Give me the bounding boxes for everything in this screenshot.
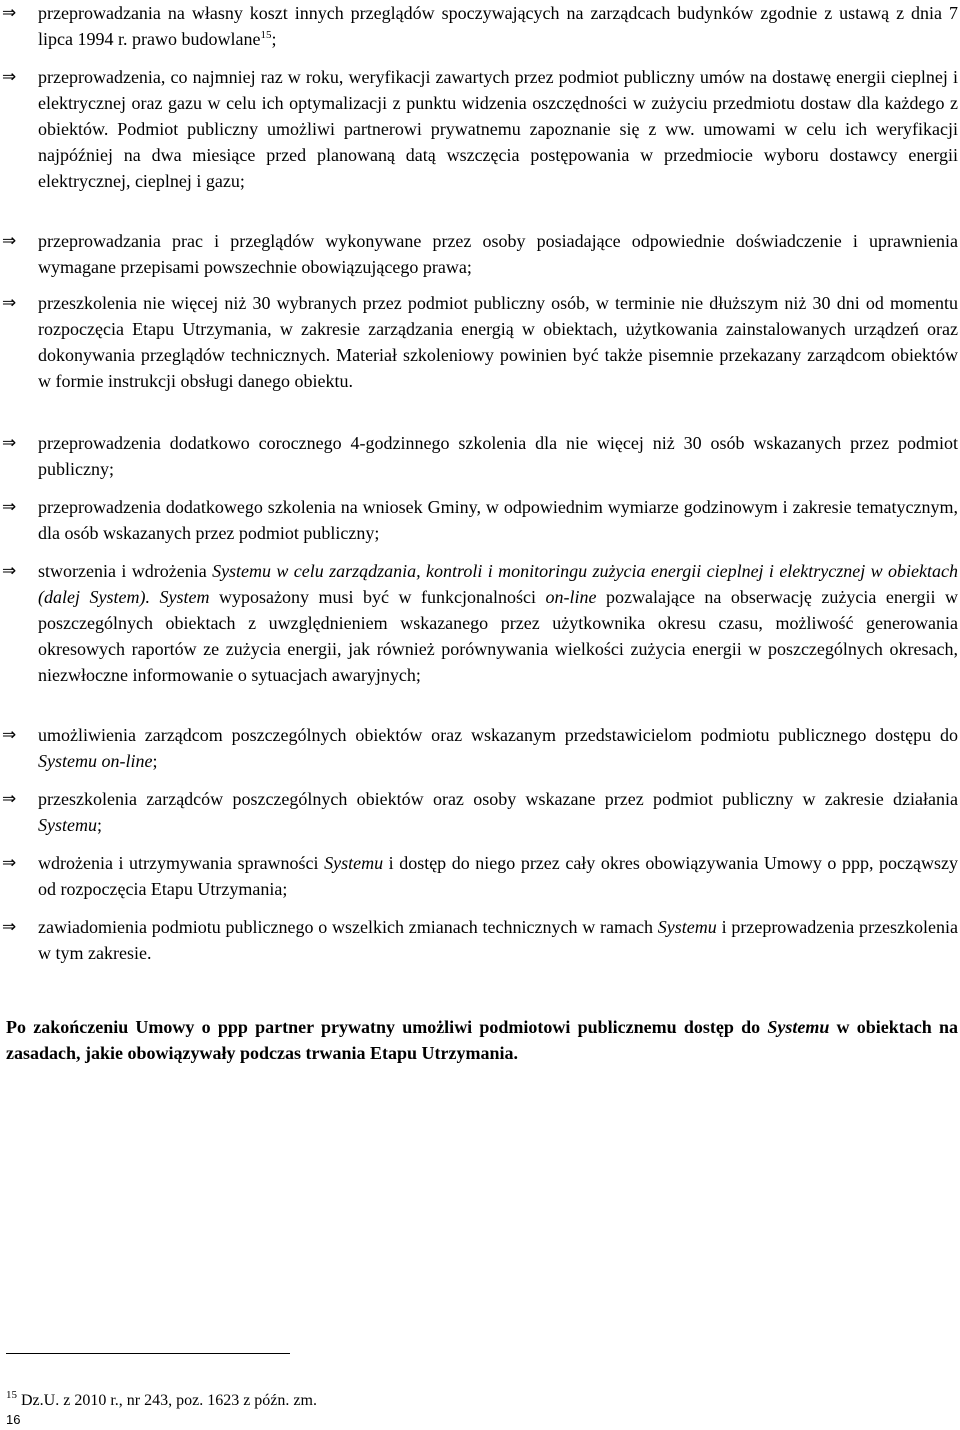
list-item-3 bbox=[0, 228, 958, 280]
list-item-6 bbox=[0, 494, 958, 546]
list-item-text: wdrożenia i utrzymywania sprawności Systemu i dostęp do niego przez cały okres obowiązywania Umowy o ppp, począwszy od rozpoczęcia Etapu Utrzymania; bbox=[38, 853, 958, 899]
list-item-text: przeprowadzania prac i przeglądów wykonywane przez osoby posiadające odpowiednie doświadczenie i uprawnienia wymagane przepisami powszechnie obowiązującego prawa; bbox=[38, 231, 958, 277]
footnote bbox=[6, 1382, 317, 1414]
list-item-11 bbox=[0, 914, 958, 966]
footnote-text: Dz.U. z 2010 r., nr 243, poz. 1623 z późn. zm. bbox=[21, 1392, 317, 1409]
arrow-bullet-icon: ⇒ bbox=[2, 497, 17, 517]
arrow-bullet-icon: ⇒ bbox=[2, 917, 17, 937]
arrow-bullet-icon: ⇒ bbox=[2, 3, 17, 23]
closing-paragraph: Po zakończeniu Umowy o ppp partner prywatny umożliwi podmiotowi publicznemu dostęp do Systemu w obiektach na zasadach, jakie obowiązywały podczas trwania Etapu Utrzymania. bbox=[6, 1017, 959, 1063]
list-item-text: przeprowadzenia dodatkowego szkolenia na wniosek Gminy, w odpowiednim wymiarze godzinowym i zakresie tematycznym, dla osób wskazanych przez podmiot publiczny; bbox=[38, 497, 958, 543]
list-item-10 bbox=[0, 850, 958, 902]
list-item-text: przeprowadzenia, co najmniej raz w roku, weryfikacji zawartych przez podmiot publiczny umów na dostawę energii cieplnej i elektrycznej oraz gazu w celu ich optymalizacji z punktu widzenia oszczędności w zużyciu przedmiotu dostaw dla każdego z obiektów. Podmiot publiczny umożliwi partnerowi prywatnemu zapoznanie się z ww. umowami w celu ich weryfikacji najpóźniej na dwa miesiące przed planowaną datą wszczęcia postępowania w przedmiocie wyboru dostawcy energii elektrycznej, cieplnej i gazu; bbox=[38, 67, 958, 191]
arrow-bullet-icon: ⇒ bbox=[2, 433, 17, 453]
arrow-bullet-icon: ⇒ bbox=[2, 67, 17, 87]
list-item-5 bbox=[0, 430, 958, 482]
arrow-bullet-icon: ⇒ bbox=[2, 789, 17, 809]
arrow-bullet-icon: ⇒ bbox=[2, 293, 17, 313]
footnote-separator bbox=[6, 1353, 290, 1354]
list-item-2 bbox=[0, 64, 958, 194]
list-item-text: przeprowadzania na własny koszt innych przeglądów spoczywających na zarządcach budynków zgodnie z ustawą z dnia 7 lipca 1994 r. prawo budowlane$^{15}$; bbox=[38, 3, 958, 49]
arrow-bullet-icon: ⇒ bbox=[2, 725, 17, 745]
footnote-number: 15 bbox=[6, 1389, 17, 1401]
page-number: 16 bbox=[6, 1412, 21, 1427]
list-item-text: przeszkolenia zarządców poszczególnych obiektów oraz osoby wskazane przez podmiot publiczny w zakresie działania Systemu; bbox=[38, 789, 958, 835]
list-item-text: zawiadomienia podmiotu publicznego o wszelkich zmianach technicznych w ramach Systemu i przeprowadzenia przeszkolenia w tym zakresie. bbox=[38, 917, 958, 963]
list-item-4 bbox=[0, 290, 958, 394]
arrow-bullet-icon: ⇒ bbox=[2, 231, 17, 251]
list-item-8 bbox=[0, 722, 958, 774]
footnote-ref: 15 bbox=[260, 29, 272, 41]
list-item-text: umożliwienia zarządcom poszczególnych obiektów oraz wskazanym przedstawicielom podmiotu publicznego dostępu do Systemu on-line; bbox=[38, 725, 958, 771]
arrow-bullet-icon: ⇒ bbox=[2, 853, 17, 873]
list-item-7 bbox=[0, 558, 958, 688]
list-item-1 bbox=[0, 0, 958, 52]
list-item-text: stworzenia i wdrożenia Systemu w celu zarządzania, kontroli i monitoringu zużycia energii cieplnej i elektrycznej w obiektach (dalej System). System wyposażony musi być w funkcjonalności on-line pozwalające na obserwację zużycia energii w poszczególnych obiektach z uwzględnieniem wskazanego przez użytkownika okresu czasu, możliwość generowania okresowych raportów ze zużycia energii, jak również porównywania wielkości zużycia energii w poszczególnych okresach, niezwłoczne informowanie o sytuacjach awaryjnych; bbox=[38, 561, 959, 685]
list-item-9 bbox=[0, 786, 958, 838]
arrow-bullet-icon: ⇒ bbox=[2, 561, 17, 581]
list-item-text: przeszkolenia nie więcej niż 30 wybranych przez podmiot publiczny osób, w terminie nie dłuższym niż 30 dni od momentu rozpoczęcia Etapu Utrzymania, w zakresie zarządzania energią w obiektach, użytkowania zainstalowanych urządzeń oraz dokonywania przeglądów technicznych. Materiał szkoleniowy powinien być także pisemnie przekazany zarządcom obiektów w formie instrukcji obsługi danego obiektu. bbox=[38, 293, 958, 391]
list-item-text: przeprowadzenia dodatkowo corocznego 4-godzinnego szkolenia dla nie więcej niż 30 osób wskazanych przez podmiot publiczny; bbox=[38, 433, 958, 479]
